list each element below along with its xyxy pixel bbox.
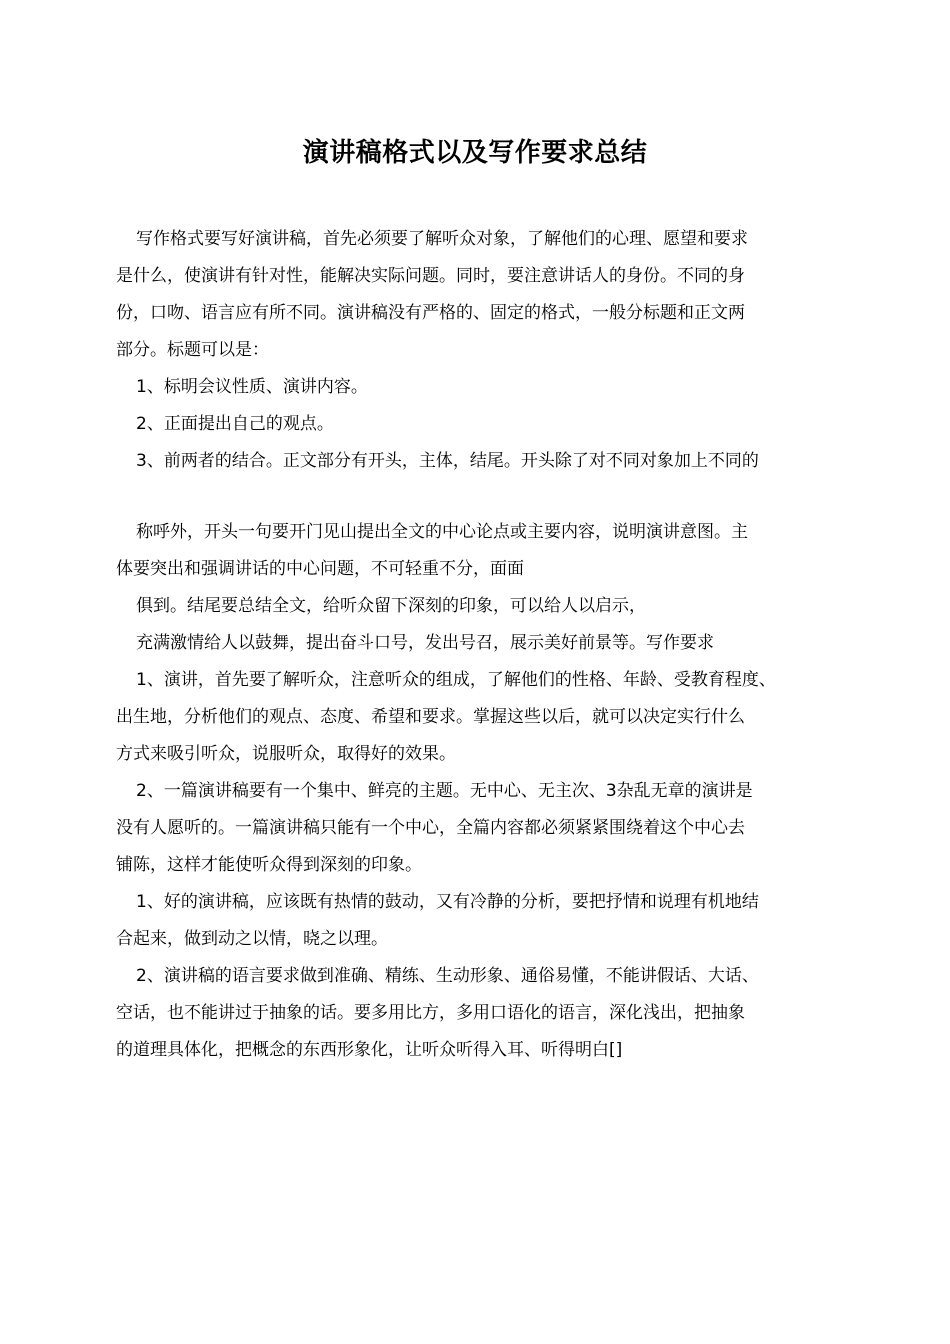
paragraph-line: 没有人愿听的。一篇演讲稿只能有一个中心，全篇内容都必须紧紧围绕着这个中心去 [116,818,745,838]
list-item: 2、正面提出自己的观点。 [136,414,334,434]
paragraph-line: 方式来吸引听众，说服听众，取得好的效果。 [116,744,456,764]
paragraph-line: 写作格式要写好演讲稿，首先必须要了解听众对象，了解他们的心理、愿望和要求 [136,229,748,249]
paragraph-line: 是什么，使演讲有针对性，能解决实际问题。同时，要注意讲话人的身份。不同的身 [116,266,745,286]
document-body [116,221,838,1069]
paragraph-line: 称呼外，开头一句要开门见山提出全文的中心论点或主要内容，说明演讲意图。主 [136,522,748,542]
document-title: 演讲稿格式以及写作要求总结 [302,138,648,168]
paragraph-line: 部分。标题可以是： [116,340,269,360]
paragraph-line: 合起来，做到动之以情，晓之以理。 [116,929,388,949]
paragraph-line: 俱到。结尾要总结全文，给听众留下深刻的印象，可以给人以启示， [136,596,646,616]
paragraph-line: 铺陈，这样才能使听众得到深刻的印象。 [116,855,422,875]
list-item: 2、演讲稿的语言要求做到准确、精练、生动形象、通俗易懂，不能讲假话、大话、 [136,966,759,986]
page-gap [116,480,838,514]
paragraph-line: 出生地，分析他们的观点、态度、希望和要求。掌握这些以后，就可以决定实行什么 [116,707,745,727]
list-item: 1、好的演讲稿，应该既有热情的鼓动，又有冷静的分析，要把抒情和说理有机地结 [136,892,759,912]
paragraph-line: 体要突出和强调讲话的中心问题，不可轻重不分，面面 [116,559,524,579]
list-item: 1、演讲，首先要了解听众，注意听众的组成，了解他们的性格、年龄、受教育程度、 [136,670,776,690]
paragraph-line: 份，口吻、语言应有所不同。演讲稿没有严格的、固定的格式，一般分标题和正文两 [116,303,745,323]
paragraph-line: 充满激情给人以鼓舞，提出奋斗口号，发出号召，展示美好前景等。写作要求 [136,633,714,653]
paragraph-line: 空话，也不能讲过于抽象的话。要多用比方，多用口语化的语言，深化浅出，把抽象 [116,1003,745,1023]
list-item: 2、一篇演讲稿要有一个集中、鲜亮的主题。无中心、无主次、3杂乱无章的演讲是 [136,781,753,801]
list-item: 3、前两者的结合。正文部分有开头，主体，结尾。开头除了对不同对象加上不同的 [136,451,759,471]
list-item: 1、标明会议性质、演讲内容。 [136,377,368,397]
paragraph-line: 的道理具体化，把概念的东西形象化，让听众听得入耳、听得明白[] [116,1040,623,1060]
